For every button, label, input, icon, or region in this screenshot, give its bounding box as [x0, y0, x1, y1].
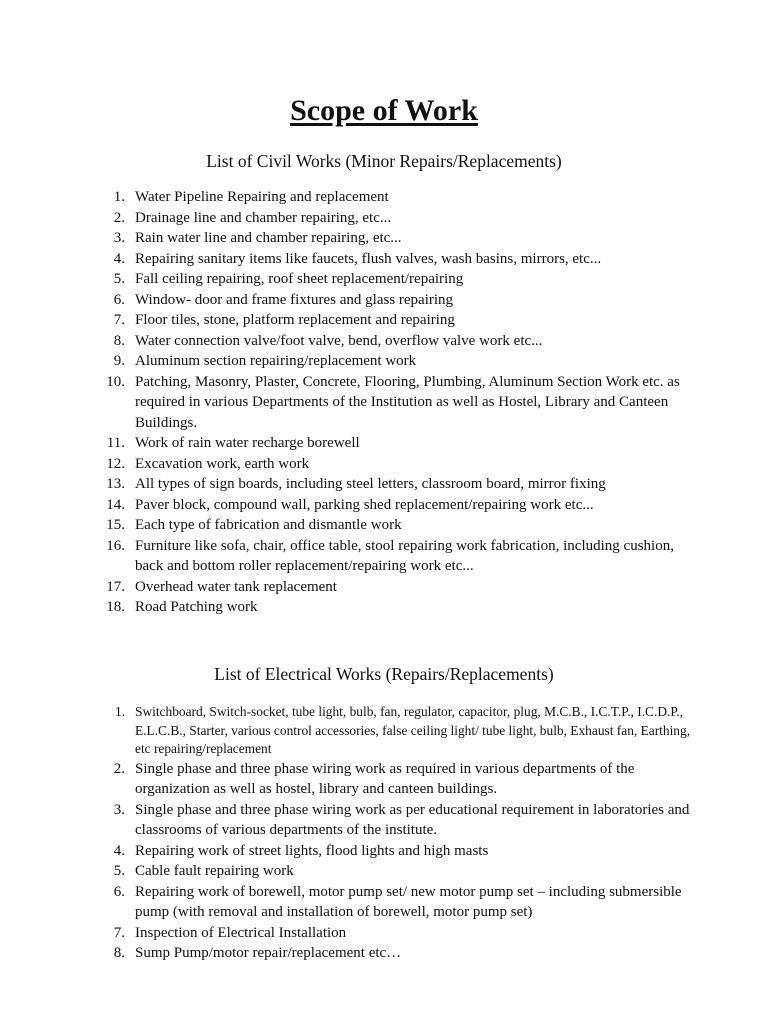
list-item-number: 5. [113, 271, 125, 287]
list-item-text: Floor tiles, stone, platform replacement and repairing [135, 312, 455, 328]
list-item [0, 372, 700, 434]
list-item-number: 11. [106, 435, 125, 451]
list-item [0, 495, 700, 516]
list-item [0, 800, 700, 841]
list-item [0, 249, 700, 270]
list-item-number: 4. [113, 842, 125, 859]
list-item-number: 18. [106, 599, 125, 615]
list-item-text: Paver block, compound wall, parking shed replacement/repairing work etc... [135, 496, 594, 513]
list-item [0, 882, 700, 923]
list-item-text: Fall ceiling repairing, roof sheet replacement/repairing [135, 271, 464, 287]
list-item-number: 2. [113, 209, 125, 226]
list-item-text: Window- door and frame fixtures and glass repairing [135, 291, 454, 308]
list-item-text: Rain water line and chamber repairing, etc... [135, 230, 402, 246]
list-item-number: 2. [113, 760, 125, 777]
list-item-text: Repairing work of street lights, flood lights and high masts [135, 842, 489, 859]
list-item-text: Water connection valve/foot valve, bend, overflow valve work etc... [135, 332, 543, 349]
list-item-text: Sump Pump/motor repair/replacement etc… [135, 945, 402, 962]
list-item-number: 13. [106, 476, 125, 492]
list-item [0, 577, 700, 598]
list-item-text: Repairing work of borewell, motor pump set/ new motor pump set – including submersible pump (with removal and installation of borewell, motor pump set) [135, 883, 682, 921]
list-item [0, 597, 700, 618]
list-item [0, 474, 700, 495]
list-item-text: Work of rain water recharge borewell [135, 435, 360, 451]
list-item-number: 3. [113, 230, 125, 246]
list-item [0, 310, 700, 331]
list-item-number: 5. [113, 863, 125, 880]
list-item-number: 7. [113, 924, 125, 941]
list-item-text: Single phase and three phase wiring work as per educational requirement in laboratories and classrooms of various departments of the institute. [135, 801, 690, 839]
list-item-text: Aluminum section repairing/replacement work [135, 353, 417, 369]
civil-works-list [0, 187, 700, 618]
list-item-number: 9. [113, 353, 125, 369]
list-item [0, 187, 700, 208]
list-item-number: 15. [106, 517, 125, 533]
list-item-number: 6. [113, 883, 125, 900]
list-item [0, 515, 700, 536]
list-item [0, 331, 700, 352]
list-item-text: Excavation work, earth work [135, 455, 310, 472]
list-item-text: Water Pipeline Repairing and replacement [135, 189, 389, 205]
list-item [0, 536, 700, 577]
list-item-text: Each type of fabrication and dismantle work [135, 517, 402, 533]
list-item-text: Overhead water tank replacement [135, 578, 337, 595]
list-item [0, 861, 700, 882]
list-item-text: Patching, Masonry, Plaster, Concrete, Flooring, Plumbing, Aluminum Section Work etc. as required in various Departments of the Institution as well as Hostel, Library and Canteen Buildings. [135, 373, 680, 431]
list-item-number: 1. [113, 189, 125, 205]
list-item-number: 1. [114, 704, 125, 719]
civil-works-heading: List of Civil Works (Minor Repairs/Replacements) [206, 151, 562, 171]
list-item [0, 703, 700, 759]
list-item-number: 10. [106, 373, 125, 390]
list-item-text: Single phase and three phase wiring work as required in various departments of the organization as well as hostel, library and canteen buildings. [135, 760, 635, 798]
list-item-number: 7. [113, 312, 125, 328]
list-item [0, 759, 700, 800]
list-item [0, 269, 700, 290]
list-item [0, 841, 700, 862]
page-title: Scope of Work [290, 94, 478, 127]
list-item [0, 290, 700, 311]
list-item [0, 228, 700, 249]
list-item-number: 3. [113, 801, 125, 818]
list-item-text: Road Patching work [135, 599, 258, 615]
list-item [0, 208, 700, 229]
list-item-text: Cable fault repairing work [135, 863, 294, 880]
list-item [0, 433, 700, 454]
list-item [0, 923, 700, 944]
list-item-text: Furniture like sofa, chair, office table, stool repairing work fabrication, including cushion, back and bottom roller replacement/repairing work etc... [135, 537, 674, 574]
electrical-works-list [0, 703, 700, 964]
list-item-number: 8. [113, 945, 125, 962]
list-item [0, 454, 700, 475]
list-item [0, 943, 700, 964]
list-item-number: 17. [106, 578, 125, 595]
electrical-works-heading: List of Electrical Works (Repairs/Replacements) [214, 664, 554, 684]
list-item-number: 14. [106, 496, 125, 513]
list-item-text: Switchboard, Switch-socket, tube light, bulb, fan, regulator, capacitor, plug, M.C.B., I.C.T.P., I.C.D.P., E.L.C.B., Starter, various control accessories, false ceiling light/ tube light, bulb, Exhaust fan, Earthing, etc repairing/replacement [135, 704, 691, 757]
list-item-text: Repairing sanitary items like faucets, flush valves, wash basins, mirrors, etc... [135, 250, 602, 267]
list-item-number: 4. [113, 250, 125, 267]
list-item-number: 16. [106, 537, 125, 554]
list-item-text: Drainage line and chamber repairing, etc... [135, 209, 392, 226]
list-item-text: All types of sign boards, including steel letters, classroom board, mirror fixing [135, 476, 606, 492]
list-item-number: 8. [113, 332, 125, 349]
list-item-number: 12. [106, 455, 125, 472]
list-item [0, 351, 700, 372]
list-item-number: 6. [113, 291, 125, 308]
list-item-text: Inspection of Electrical Installation [135, 924, 347, 941]
